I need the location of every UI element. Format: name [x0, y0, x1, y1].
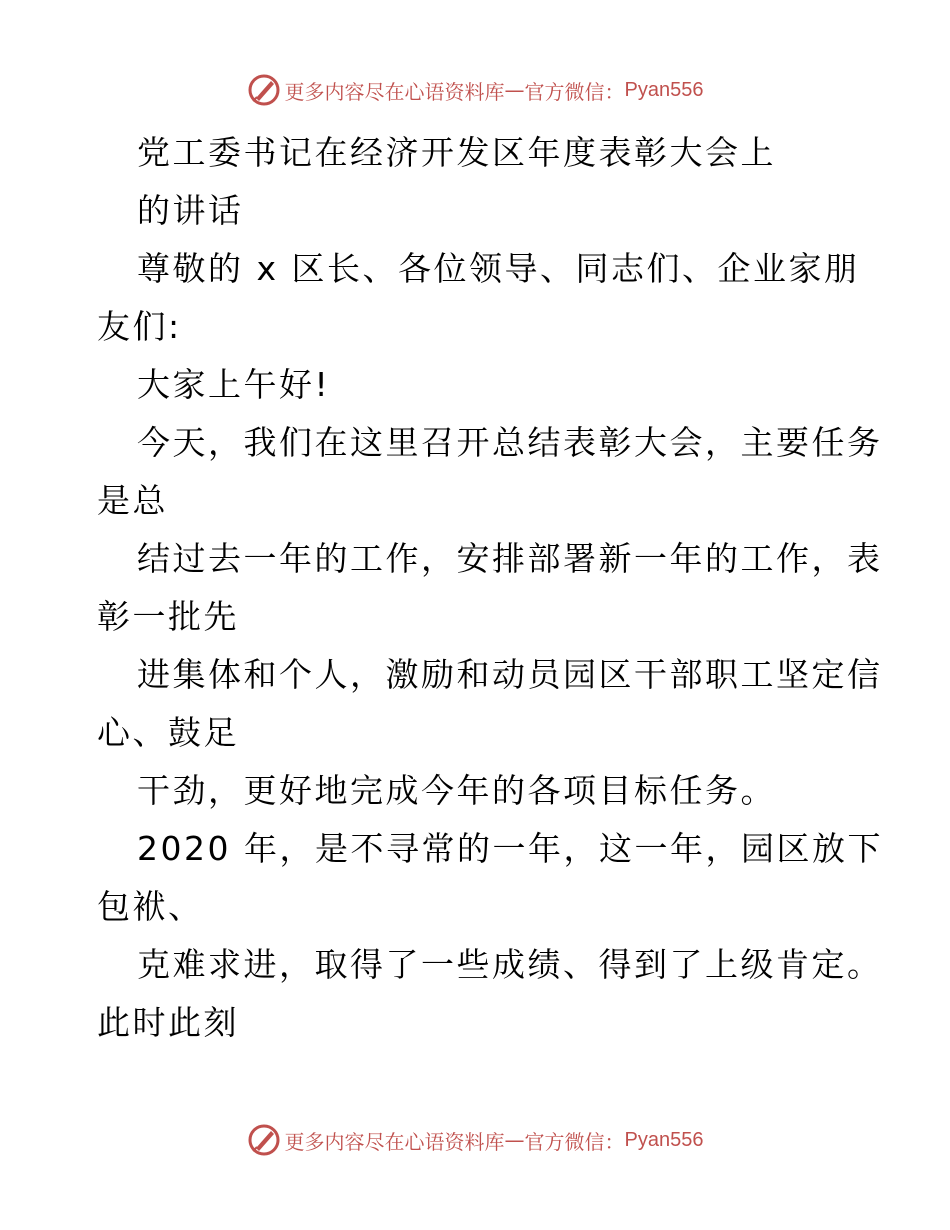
watermark-text: 更多内容尽在心语资料库: [284, 1129, 505, 1154]
paragraph-line: 此时此刻: [97, 1003, 239, 1042]
paragraph-line: 心、鼓足: [97, 713, 239, 752]
paragraph-line: 进集体和个人，激励和动员园区干部职工坚定信: [137, 655, 883, 694]
watermark-text: 更多内容尽在心语资料库: [284, 79, 505, 104]
paragraph-line: 包袱、: [97, 887, 204, 926]
watermark-suffix: 官方微信：: [524, 1129, 625, 1154]
paragraph-line: 大家上午好!: [137, 365, 331, 404]
paragraph-line: 尊敬的 x 区长、各位领导、同志们、企业家朋: [137, 249, 860, 288]
watermark-wechat-id: Pyan556: [624, 1128, 704, 1151]
paragraph-line: 克难求进，取得了一些成绩、得到了上级肯定。: [137, 945, 883, 984]
paragraph-line: 彰一批先: [97, 597, 239, 636]
document-title-line-1: 党工委书记在经济开发区年度表彰大会上: [137, 133, 776, 172]
paragraph-line: 是总: [97, 481, 168, 520]
watermark-separator: —: [504, 78, 525, 102]
watermark-separator: —: [504, 1128, 525, 1152]
quill-pen-logo-icon: [247, 1123, 281, 1157]
watermark-wechat-id: Pyan556: [624, 78, 704, 101]
footer-watermark: [0, 1120, 950, 1160]
paragraph-line: 2020 年，是不寻常的一年，这一年，园区放下: [137, 829, 883, 868]
watermark-suffix: 官方微信：: [524, 79, 625, 104]
paragraph-line: 友们:: [97, 307, 182, 346]
header-watermark: [0, 70, 950, 110]
document-title-line-2: 的讲话: [137, 191, 244, 230]
quill-pen-logo-icon: [247, 73, 281, 107]
paragraph-line: 今天，我们在这里召开总结表彰大会，主要任务: [137, 423, 883, 462]
paragraph-line: 干劲，更好地完成今年的各项目标任务。: [137, 771, 776, 810]
paragraph-line: 结过去一年的工作，安排部署新一年的工作，表: [137, 539, 883, 578]
document-body: [97, 124, 883, 1052]
